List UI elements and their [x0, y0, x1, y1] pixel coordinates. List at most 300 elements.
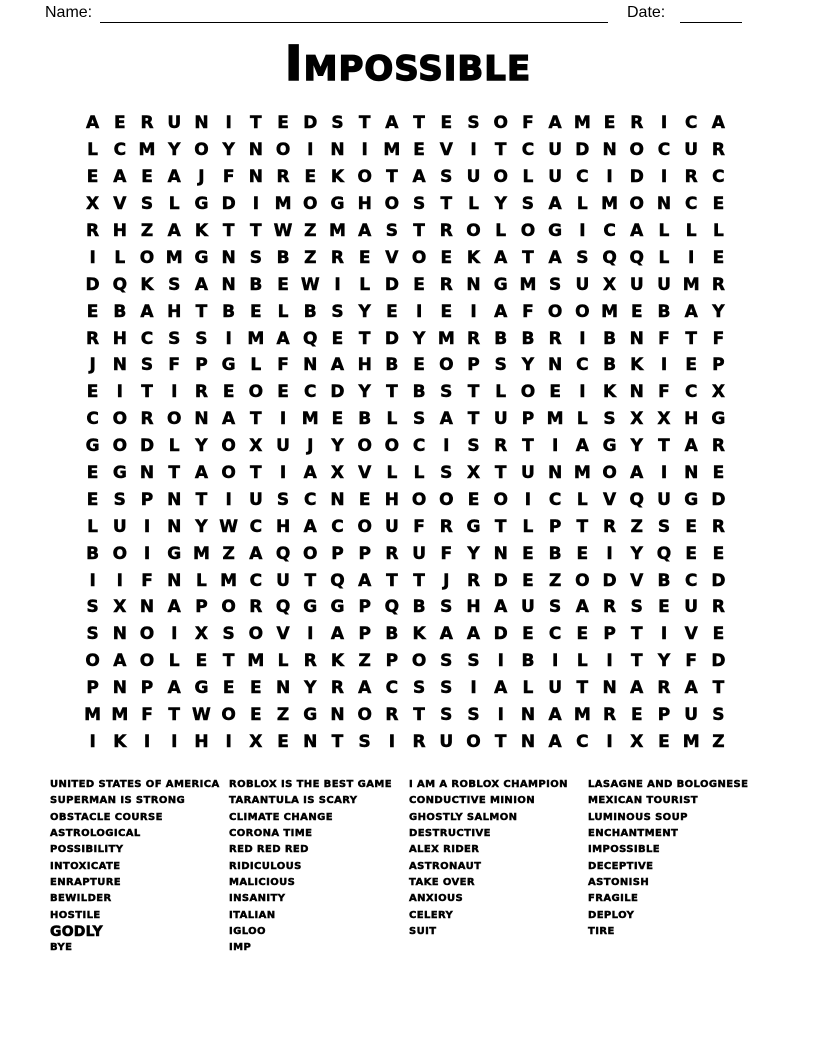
grid-letter: U [657, 489, 671, 510]
grid-letter: R [194, 382, 208, 403]
grid-letter: F [168, 355, 181, 376]
grid-letter: E [712, 624, 725, 645]
grid-letter: I [307, 624, 314, 645]
grid-letter: B [358, 409, 372, 430]
grid-letter: L [87, 140, 99, 161]
word-list-item: DEPLOY [588, 909, 635, 921]
grid-letter: E [222, 678, 235, 699]
word-list-item: ENCHANTMENT [588, 828, 679, 840]
word-list-item: TIRE [588, 926, 615, 938]
grid-letter: O [629, 194, 644, 215]
grid-letter: A [330, 355, 345, 376]
grid-letter: S [222, 624, 235, 645]
puzzle-title: Impossible [284, 36, 532, 92]
grid-letter: Z [712, 731, 725, 752]
grid-letter: A [439, 409, 453, 430]
grid-letter: B [603, 328, 617, 349]
grid-letter: E [331, 409, 344, 430]
grid-letter: U [493, 409, 508, 430]
grid-letter: R [330, 247, 345, 268]
grid-letter: I [606, 651, 613, 672]
grid-letter: O [602, 463, 617, 484]
grid-letter: T [630, 651, 643, 672]
grid-letter: N [167, 570, 182, 591]
grid-letter: S [440, 705, 453, 726]
grid-letter: M [601, 194, 619, 215]
word-list-item: DESTRUCTIVE [409, 828, 491, 840]
grid-letter: E [685, 543, 697, 564]
grid-letter: L [277, 651, 289, 672]
grid-letter: Z [222, 543, 235, 564]
grid-letter: R [385, 705, 399, 726]
grid-letter: E [331, 328, 344, 349]
grid-letter: J [307, 436, 314, 457]
grid-letter: X [630, 409, 644, 430]
grid-letter: P [548, 516, 562, 537]
grid-letter: E [685, 516, 697, 537]
grid-letter: D [629, 167, 644, 188]
grid-letter: O [629, 140, 644, 161]
grid-letter: V [630, 570, 644, 591]
grid-letter: X [113, 597, 127, 618]
grid-letter: G [602, 436, 617, 457]
grid-letter: N [520, 731, 536, 752]
grid-letter: O [439, 355, 454, 376]
grid-letter: U [384, 516, 399, 537]
grid-letter: T [358, 328, 371, 349]
grid-letter: R [140, 409, 154, 430]
grid-letter: I [415, 301, 423, 322]
grid-letter: T [250, 221, 262, 241]
grid-letter: C [576, 355, 589, 376]
grid-letter: T [440, 194, 453, 215]
grid-letter: I [660, 624, 668, 645]
word-list-item: ENRAPTURE [50, 877, 122, 889]
grid-letter: C [576, 167, 589, 188]
grid-letter: Z [304, 247, 317, 268]
grid-letter: W [192, 705, 211, 726]
grid-letter: T [250, 113, 262, 134]
grid-letter: A [575, 436, 589, 457]
grid-letter: N [548, 355, 563, 376]
grid-letter: M [682, 274, 700, 295]
grid-letter: I [171, 624, 178, 645]
grid-letter: F [141, 570, 153, 591]
grid-letter: O [248, 382, 264, 403]
word-list-item: IGLOO [229, 926, 266, 938]
grid-letter: N [112, 355, 127, 376]
grid-letter: L [495, 382, 507, 403]
grid-letter: H [167, 301, 182, 322]
grid-letter: G [303, 705, 318, 726]
grid-letter: U [248, 489, 263, 510]
grid-letter: N [248, 140, 263, 161]
grid-letter: N [303, 355, 318, 376]
grid-letter: I [443, 436, 450, 457]
grid-letter: A [385, 113, 399, 134]
grid-letter: D [493, 624, 508, 645]
grid-letter: N [167, 489, 182, 510]
grid-letter: U [276, 570, 290, 591]
grid-letter: I [143, 516, 151, 537]
grid-letter: I [279, 409, 287, 430]
grid-letter: A [684, 678, 698, 699]
grid-letter: C [684, 570, 698, 591]
grid-letter: I [606, 543, 613, 564]
grid-letter: N [330, 705, 345, 726]
grid-letter: E [576, 543, 589, 564]
grid-letter: E [86, 463, 99, 484]
grid-letter: I [551, 651, 559, 672]
grid-letter: I [606, 731, 613, 752]
grid-letter: E [358, 247, 371, 268]
grid-letter: F [222, 167, 235, 188]
grid-letter: M [573, 705, 591, 726]
grid-letter: C [86, 409, 99, 430]
grid-letter: Z [276, 705, 290, 726]
grid-letter: I [551, 436, 559, 457]
grid-letter: S [195, 328, 208, 349]
grid-letter: L [114, 247, 126, 268]
grid-letter: I [579, 221, 586, 241]
grid-letter: Y [630, 543, 643, 564]
grid-letter: T [413, 221, 425, 241]
grid-letter: T [522, 247, 534, 268]
grid-letter: I [116, 382, 123, 403]
grid-letter: K [412, 624, 426, 645]
word-list-item: INSANITY [229, 893, 286, 905]
grid-letter: G [493, 274, 508, 295]
grid-letter: N [194, 409, 209, 430]
grid-letter: R [439, 274, 453, 295]
grid-letter: T [494, 731, 507, 752]
grid-letter: T [467, 382, 480, 403]
word-list-item: BYE [50, 942, 73, 954]
grid-letter: A [466, 624, 481, 645]
grid-letter: U [629, 274, 644, 295]
grid-letter: T [195, 489, 208, 510]
grid-letter: A [167, 167, 181, 188]
grid-letter: O [384, 436, 400, 457]
grid-letter: C [412, 436, 426, 457]
grid-letter: J [89, 355, 96, 376]
grid-letter: N [139, 463, 155, 484]
grid-letter: R [466, 570, 481, 591]
grid-letter: M [220, 570, 238, 591]
grid-letter: S [467, 651, 480, 672]
grid-letter: Q [629, 247, 644, 268]
grid-letter: T [331, 731, 344, 752]
grid-letter: S [467, 113, 480, 134]
grid-letter: G [194, 678, 209, 699]
grid-letter: M [329, 221, 346, 241]
grid-letter: H [357, 355, 372, 376]
grid-letter: P [358, 543, 371, 564]
grid-letter: O [466, 731, 481, 752]
grid-letter: L [685, 221, 697, 241]
grid-letter: B [657, 301, 671, 322]
grid-letter: J [198, 167, 205, 188]
grid-letter: M [274, 194, 292, 215]
grid-letter: S [630, 597, 643, 618]
grid-letter: M [682, 731, 700, 752]
grid-letter: R [548, 328, 562, 349]
grid-letter: F [413, 516, 425, 537]
grid-letter: A [358, 570, 372, 591]
grid-letter: I [524, 489, 532, 510]
grid-letter: O [194, 140, 209, 161]
grid-letter: I [470, 140, 477, 161]
grid-letter: T [522, 436, 534, 457]
grid-letter: L [576, 651, 588, 672]
grid-letter: G [466, 516, 481, 537]
grid-letter: B [249, 274, 263, 295]
grid-letter: F [658, 328, 670, 349]
grid-letter: E [222, 382, 235, 403]
grid-letter: F [522, 301, 534, 322]
grid-letter: O [520, 382, 536, 403]
grid-letter: M [601, 301, 619, 322]
grid-letter: O [411, 247, 427, 268]
grid-letter: S [440, 651, 453, 672]
word-list-item: ANXIOUS [409, 893, 464, 905]
grid-letter: E [712, 463, 725, 484]
grid-letter: T [141, 382, 153, 403]
grid-letter: O [112, 409, 128, 430]
grid-letter: Y [168, 140, 181, 161]
word-list-item: MEXICAN TOURIST [588, 795, 699, 807]
grid-letter: V [276, 624, 290, 645]
date-label: Date: [627, 4, 666, 21]
grid-letter: N [629, 328, 644, 349]
grid-letter: P [467, 355, 480, 376]
grid-letter: S [331, 301, 344, 322]
grid-letter: T [685, 328, 697, 349]
grid-letter: I [579, 382, 586, 403]
grid-letter: R [603, 597, 617, 618]
grid-letter: S [140, 194, 154, 215]
grid-letter: B [521, 328, 535, 349]
grid-letter: K [140, 274, 154, 295]
grid-letter: S [549, 597, 562, 618]
grid-letter: D [139, 436, 155, 457]
word-list-item: SUIT [409, 926, 437, 938]
grid-letter: C [684, 382, 698, 403]
grid-letter: A [194, 463, 209, 484]
grid-letter: R [603, 705, 617, 726]
grid-letter: B [412, 382, 426, 403]
grid-letter: T [712, 678, 725, 699]
grid-letter: N [330, 489, 345, 510]
grid-letter: L [386, 463, 398, 484]
grid-letter: A [711, 113, 725, 134]
grid-letter: Z [140, 221, 154, 241]
grid-letter: D [711, 651, 726, 672]
grid-letter: B [222, 301, 236, 322]
name-label: Name: [45, 4, 93, 21]
grid-letter: O [112, 436, 128, 457]
grid-letter: A [167, 221, 181, 241]
grid-letter: E [658, 731, 670, 752]
grid-letter: O [357, 167, 372, 188]
grid-letter: M [546, 409, 564, 430]
grid-letter: T [576, 516, 589, 537]
grid-letter: D [711, 570, 726, 591]
grid-letter: U [112, 516, 127, 537]
grid-letter: L [250, 355, 262, 376]
grid-letter: O [357, 516, 372, 537]
grid-letter: P [385, 651, 399, 672]
grid-letter: U [167, 113, 182, 134]
word-list-item: LASAGNE AND BOLOGNESE [588, 779, 749, 790]
grid-letter: Y [657, 651, 671, 672]
grid-letter: U [684, 597, 699, 618]
grid-letter: A [548, 731, 562, 752]
word-list-item: OBSTACLE COURSE [50, 811, 163, 823]
grid-letter: E [522, 543, 534, 564]
grid-letter: O [575, 301, 590, 322]
grid-letter: I [171, 731, 178, 752]
grid-letter: T [304, 570, 317, 591]
grid-letter: E [304, 167, 317, 188]
grid-letter: S [440, 463, 453, 484]
word-list-item: SUPERMAN IS STRONG [50, 795, 186, 807]
grid-letter: G [548, 221, 563, 241]
grid-letter: E [440, 113, 453, 134]
grid-letter: L [413, 463, 425, 484]
grid-letter: G [194, 247, 209, 268]
grid-letter: P [712, 355, 725, 376]
grid-letter: L [168, 194, 180, 215]
grid-letter: O [357, 705, 372, 726]
grid-letter: C [331, 516, 344, 537]
grid-letter: S [521, 194, 535, 215]
grid-letter: S [412, 678, 426, 699]
grid-letter: E [413, 140, 425, 161]
grid-letter: T [195, 301, 208, 322]
grid-letter: A [330, 624, 345, 645]
grid-letter: B [86, 543, 100, 564]
grid-letter: K [330, 167, 345, 188]
grid-letter: A [494, 678, 508, 699]
grid-letter: E [141, 167, 153, 188]
grid-letter: B [494, 328, 508, 349]
grid-letter: E [603, 113, 616, 134]
grid-letter: S [412, 194, 426, 215]
grid-letter: A [548, 113, 562, 134]
grid-letter: U [439, 731, 454, 752]
grid-letter: C [548, 624, 562, 645]
grid-letter: V [602, 489, 617, 510]
grid-letter: E [413, 355, 425, 376]
grid-letter: T [576, 678, 589, 699]
grid-letter: N [112, 624, 127, 645]
grid-letter: Z [304, 221, 317, 241]
grid-letter: H [357, 194, 372, 215]
grid-letter: G [303, 597, 318, 618]
grid-letter: L [522, 516, 534, 537]
grid-letter: A [276, 328, 290, 349]
grid-letter: M [573, 463, 591, 484]
grid-letter: V [113, 194, 127, 215]
word-list-item: UNITED STATES OF AMERICA [50, 779, 220, 790]
grid-letter: S [86, 597, 99, 618]
grid-letter: A [630, 221, 644, 241]
grid-letter: L [87, 516, 99, 537]
grid-letter: F [141, 705, 153, 726]
grid-letter: C [684, 194, 698, 215]
grid-letter: E [113, 113, 126, 134]
grid-letter: C [304, 382, 317, 403]
grid-letter: X [249, 436, 263, 457]
grid-letter: N [303, 731, 318, 752]
grid-letter: Y [358, 301, 371, 322]
grid-letter: B [603, 355, 617, 376]
grid-letter: O [221, 705, 236, 726]
grid-letter: L [359, 274, 371, 295]
grid-letter: Q [330, 570, 345, 591]
grid-letter: T [494, 463, 507, 484]
grid-letter: P [86, 678, 99, 699]
grid-letter: C [657, 140, 671, 161]
grid-letter: U [575, 274, 590, 295]
grid-letter: R [412, 731, 426, 752]
grid-letter: N [602, 140, 617, 161]
grid-letter: G [85, 436, 100, 457]
grid-letter: P [140, 678, 154, 699]
grid-letter: O [357, 436, 372, 457]
grid-letter: S [440, 167, 453, 188]
grid-letter: Y [712, 301, 725, 322]
grid-letter: K [630, 355, 644, 376]
grid-letter: E [576, 624, 589, 645]
grid-letter: L [196, 570, 207, 591]
grid-letter: R [439, 516, 453, 537]
word-list-item: BEWILDER [50, 893, 112, 905]
grid-letter: H [275, 516, 291, 537]
grid-letter: I [225, 731, 232, 752]
grid-letter: N [275, 678, 291, 699]
grid-letter: A [113, 167, 127, 188]
grid-letter: F [522, 113, 534, 134]
grid-letter: M [247, 651, 265, 672]
grid-letter: Q [303, 328, 318, 349]
grid-letter: A [140, 301, 154, 322]
grid-letter: Q [629, 489, 644, 510]
grid-letter: R [711, 436, 725, 457]
grid-letter: V [358, 463, 372, 484]
grid-letter: W [273, 221, 293, 241]
grid-letter: O [85, 651, 100, 672]
grid-letter: T [250, 463, 262, 484]
grid-letter: C [684, 113, 698, 134]
grid-letter: S [549, 274, 562, 295]
grid-letter: Q [656, 543, 672, 564]
grid-letter: A [167, 678, 181, 699]
grid-letter: T [386, 167, 398, 188]
grid-letter: U [548, 167, 563, 188]
word-list-item: GHOSTLY SALMON [409, 811, 518, 823]
grid-letter: C [521, 140, 535, 161]
word-list-item: GODLY [50, 924, 103, 941]
grid-letter: I [660, 167, 668, 188]
grid-letter: L [658, 221, 670, 241]
grid-letter: A [630, 463, 644, 484]
grid-letter: C [576, 731, 589, 752]
grid-letter: L [576, 194, 588, 215]
grid-letter: M [111, 705, 129, 726]
grid-letter: R [385, 543, 399, 564]
